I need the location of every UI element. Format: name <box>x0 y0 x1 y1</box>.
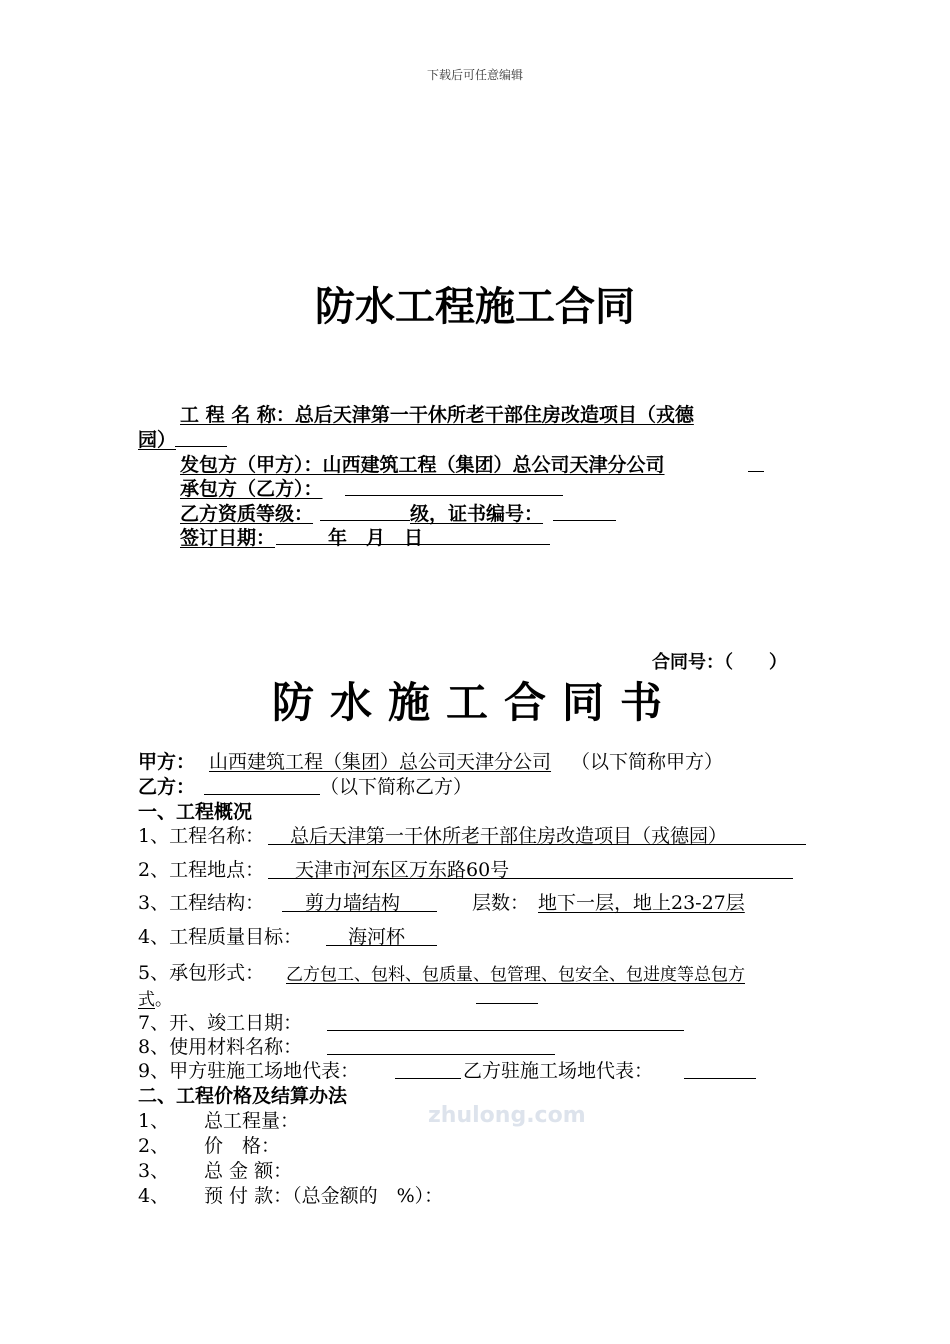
item-4-underline <box>326 945 437 946</box>
party-a-value: 山西建筑工程（集团）总公司天津分公司 <box>209 751 552 773</box>
item-2-label: 2、工程地点： <box>138 859 265 881</box>
item-8-label: 8、使用材料名称： <box>138 1036 303 1058</box>
party-b-line: 承包方（乙方）： <box>180 478 323 500</box>
watermark: zhulong.com <box>428 1103 586 1128</box>
section-2-heading: 二、工程价格及结算办法 <box>138 1085 348 1107</box>
price-4-num: 4、 <box>138 1185 170 1207</box>
party-a-label: 甲方： <box>138 751 196 773</box>
party-b-blank <box>345 495 563 496</box>
qualification-label: 乙方资质等级： <box>180 503 314 525</box>
floors-label: 层数： <box>472 892 530 914</box>
price-2-num: 2、 <box>138 1135 170 1157</box>
floors-value: 地下一层，地上23-27层 <box>538 892 745 914</box>
party-a-blank <box>748 471 764 472</box>
cert-label: 级，证书编号： <box>410 503 544 525</box>
item-5-label: 5、承包形式： <box>138 962 265 984</box>
price-3-label: 总 金 额： <box>204 1160 293 1182</box>
party-a-line: 发包方（甲方）：山西建筑工程（集团）总公司天津分公司 <box>180 454 665 476</box>
item-1-label: 1、工程名称： <box>138 825 265 847</box>
item-3-label: 3、工程结构： <box>138 892 265 914</box>
price-1-num: 1、 <box>138 1110 170 1132</box>
item-8-blank <box>327 1054 555 1055</box>
item-4-value: 海河杯 <box>348 926 406 948</box>
contract-title: 防水施工合同书 <box>271 678 678 727</box>
qualification-blank <box>320 520 410 521</box>
item-1-value: 总后天津第一干休所老干部住房改造项目（戎德园） <box>290 825 728 847</box>
price-2-label: 价 格： <box>204 1135 281 1157</box>
contract-number: 合同号：（ ） <box>652 652 787 673</box>
item-3-underline <box>282 911 437 912</box>
item-5-end: 。 <box>155 990 172 1010</box>
cover-title: 防水工程施工合同 <box>315 284 635 330</box>
item-3-value: 剪力墙结构 <box>305 892 401 914</box>
header-note: 下载后可任意编辑 <box>426 68 523 82</box>
item-5-blank <box>476 1003 538 1004</box>
project-name-line2: 园） <box>138 429 177 451</box>
party-b-blank <box>204 794 320 795</box>
item-9-blank <box>395 1078 461 1079</box>
item-7-blank <box>327 1030 684 1031</box>
item-9-label: 9、甲方驻施工场地代表： <box>138 1060 360 1082</box>
cert-blank <box>553 520 616 521</box>
party-b-suffix: （以下简称乙方） <box>320 776 473 798</box>
item-1-underline <box>268 844 806 845</box>
item-5-value-line1: 乙方包工、包料、包质量、包管理、包安全、包进度等总包方 <box>286 965 745 985</box>
section-1-heading: 一、工程概况 <box>138 801 253 823</box>
sign-date-parts: 年 月 日 <box>328 527 424 549</box>
sign-date-label: 签订日期： <box>180 527 276 549</box>
price-3-num: 3、 <box>138 1160 170 1182</box>
party-b-label: 乙方： <box>138 776 196 798</box>
project-name-blank <box>175 446 227 447</box>
item-4-label: 4、工程质量目标： <box>138 926 303 948</box>
item-5-value-line2: 式 <box>138 990 155 1010</box>
project-name-line1: 工 程 名 称：总后天津第一干休所老干部住房改造项目（戎德 <box>180 404 694 426</box>
party-a-suffix: （以下简称甲方） <box>571 751 724 773</box>
item-7-label: 7、开、竣工日期： <box>138 1012 303 1034</box>
item-2-underline <box>268 878 793 879</box>
party-a-row <box>138 747 723 774</box>
item-9b-label: 乙方驻施工场地代表： <box>463 1060 654 1082</box>
price-1-label: 总工程量： <box>204 1110 300 1132</box>
item-9b-blank <box>684 1078 756 1079</box>
price-4-label: 预 付 款：（总金额的 %）： <box>204 1185 444 1207</box>
item-2-value: 天津市河东区万东路60号 <box>295 859 510 881</box>
